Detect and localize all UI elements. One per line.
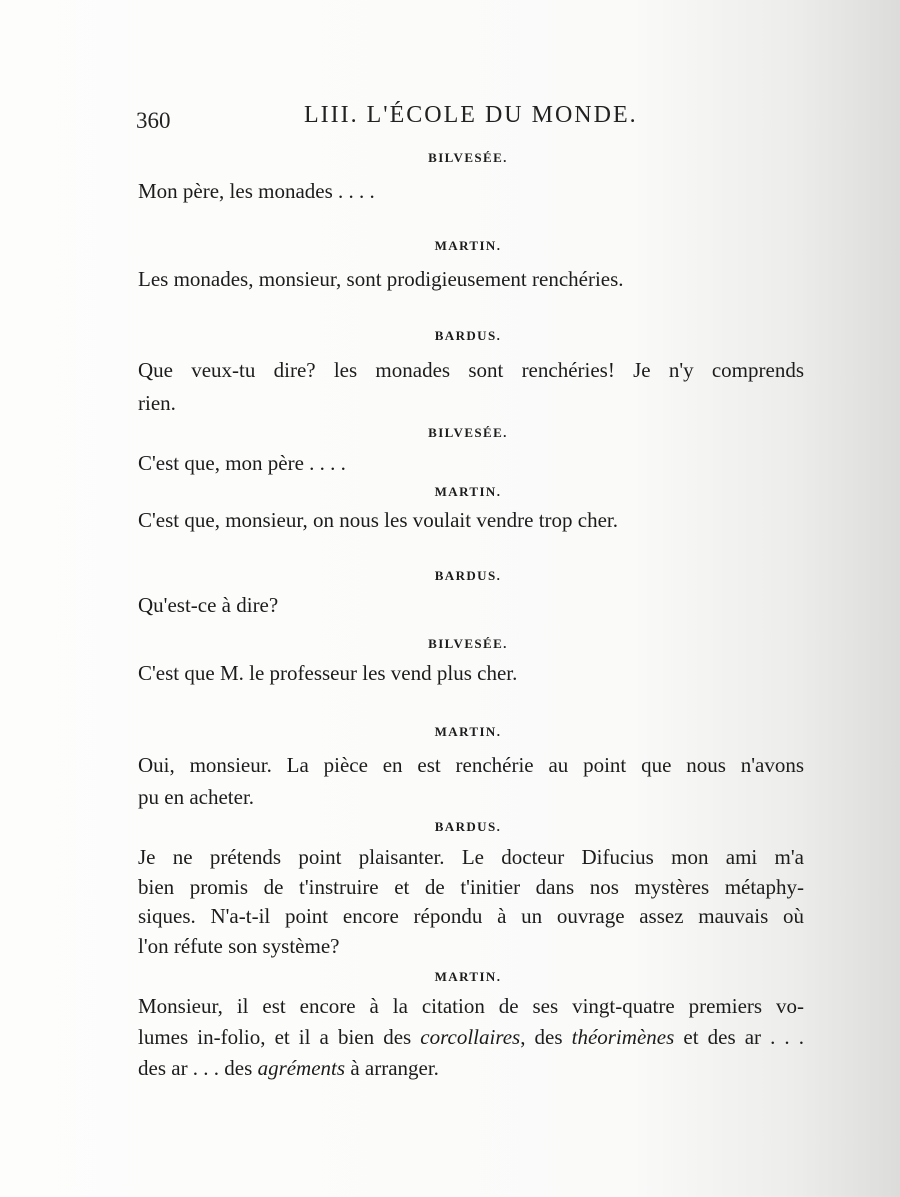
page-header <box>136 102 806 136</box>
speaker-label: BILVESÉE. <box>428 636 508 651</box>
dialogue-line: C'est que, monsieur, on nous les voulait vendre trop cher. <box>138 508 619 532</box>
speaker-label: BARDUS. <box>434 819 502 834</box>
speaker-label: MARTIN. <box>434 238 502 253</box>
dialogue-line: Je ne prétends point plaisanter. Le docteur Difucius mon ami m'a <box>138 845 804 869</box>
dialogue-line: Mon père, les monades . . . . <box>138 179 375 203</box>
dialogue-line: Qu'est-ce à dire? <box>138 593 279 617</box>
dialogue-line: Monsieur, il est encore à la citation de ses vingt-quatre premiers vo- <box>138 994 804 1018</box>
dialogue-line: bien promis de t'instruire et de t'initier dans nos mystères métaphy- <box>138 875 804 899</box>
running-head: LIII. L'ÉCOLE DU MONDE. <box>304 102 638 128</box>
dialogue-line: pu en acheter. <box>138 785 255 809</box>
dialogue-line: lumes in-folio, et il a bien des corcollaires, des théorimènes et des ar . . . <box>138 1025 805 1049</box>
dialogue-line: Les monades, monsieur, sont prodigieusement renchéries. <box>138 267 624 291</box>
dialogue-line: Que veux-tu dire? les monades sont renchéries! Je n'y comprends <box>138 358 804 382</box>
dialogue-line: C'est que M. le professeur les vend plus cher. <box>138 661 518 685</box>
italic-word: agréments <box>257 1056 346 1080</box>
dialogue-line: C'est que, mon père . . . . <box>138 451 346 475</box>
speaker-label: BILVESÉE. <box>428 150 508 165</box>
speaker-label: BARDUS. <box>434 568 502 583</box>
speaker-label: MARTIN. <box>434 969 502 984</box>
speaker-label: MARTIN. <box>434 484 502 499</box>
dialogue-line: Oui, monsieur. La pièce en est renchérie au point que nous n'avons <box>138 753 804 777</box>
dialogue-line: l'on réfute son système? <box>138 934 340 958</box>
speaker-label: MARTIN. <box>434 724 502 739</box>
speaker-label: BARDUS. <box>434 328 502 343</box>
speaker-label: BILVESÉE. <box>428 425 508 440</box>
italic-word: corcollaires <box>420 1025 521 1049</box>
page-number: 360 <box>136 108 171 133</box>
dialogue-line: siques. N'a-t-il point encore répondu à un ouvrage assez mauvais où <box>138 904 804 928</box>
dialogue-line: des ar . . . des agréments à arranger. <box>138 1056 439 1080</box>
dialogue-line: rien. <box>138 391 176 415</box>
italic-word: théorimènes <box>571 1025 675 1049</box>
